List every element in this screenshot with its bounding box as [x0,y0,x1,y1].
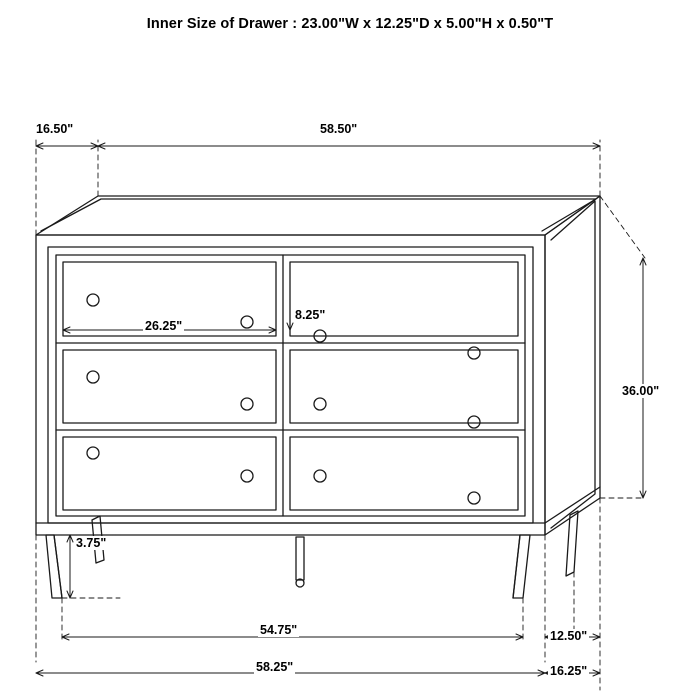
drawer-knob [87,371,99,383]
drawer-knob [314,470,326,482]
drawer-knob [468,492,480,504]
dimension-base-outer-width: 58.25" [256,660,294,674]
drawer-knob [87,294,99,306]
leg-front-right [513,535,530,598]
dimension-drawer-large: 26.25" [145,319,183,333]
extension-lines [36,140,645,690]
drawer-knob [468,347,480,359]
leg-front-left-edge [54,535,62,598]
drawer-face-r1c2 [290,262,518,336]
drawer-face-r2c2 [290,350,518,423]
drawer-face-r3c2 [290,437,518,510]
cabinet-top [36,196,600,235]
dimension-width-top: 58.50" [320,122,358,136]
dimension-base-depth-inner: 12.50" [550,629,588,643]
cabinet-side [545,196,600,535]
leg-front-left [46,535,62,598]
drawer-knob [241,398,253,410]
cabinet-side-inner [551,201,595,528]
drawer-knob [241,316,253,328]
center-support [296,537,304,580]
drawer-knob [87,447,99,459]
page-title: Inner Size of Drawer : 23.00"W x 12.25"D x 5.00"H x 0.50"T [146,16,554,32]
drawer-knob [241,470,253,482]
leg-rear-right [566,511,578,576]
dimension-base-depth-outer: 16.25" [550,664,588,678]
dimension-base-inner-width: 54.75" [260,623,298,637]
dimension-height-right: 36.00" [622,384,660,398]
dimension-leg-height: 3.75" [76,536,107,550]
drawer-face-r2c1 [63,350,276,423]
leg-front-right-edge [513,535,520,598]
cabinet-top-inner [41,199,596,231]
dimension-depth-top: 16.50" [36,122,74,136]
drawer-knob [314,398,326,410]
dimension-drawer-small: 8.25" [295,308,326,322]
drawer-knob [468,416,480,428]
bottom-rail-side [545,487,600,523]
